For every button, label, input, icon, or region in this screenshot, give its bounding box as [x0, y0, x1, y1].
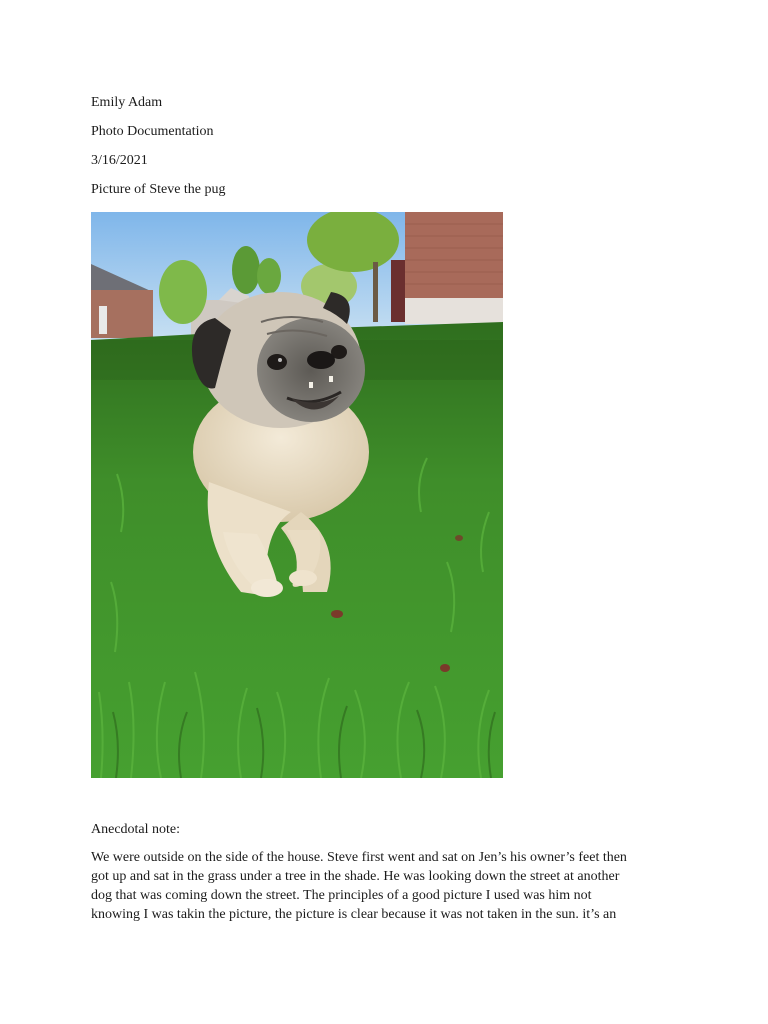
note-line: We were outside on the side of the house. Steve first went and sat on Jen’s his owner’s feet then: [91, 850, 627, 865]
note-line: dog that was coming down the street. The principles of a good picture I used was him not: [91, 888, 592, 903]
photo-caption: Picture of Steve the pug: [91, 182, 226, 197]
pug-photo: [91, 212, 503, 778]
note-line: knowing I was takin the picture, the picture is clear because it was not taken in the sun. it’s an: [91, 907, 617, 922]
note-line: got up and sat in the grass under a tree in the shade. He was looking down the street at another: [91, 869, 620, 884]
tree: [159, 260, 207, 324]
note-heading: Anecdotal note:: [91, 822, 181, 837]
brick-wall: [405, 212, 503, 302]
document-date: 3/16/2021: [91, 153, 148, 168]
document-type: Photo Documentation: [91, 124, 214, 139]
author-name: Emily Adam: [91, 95, 163, 110]
pug-eye-left: [267, 354, 287, 370]
pug-nose: [307, 351, 335, 369]
note-body: [91, 848, 681, 924]
